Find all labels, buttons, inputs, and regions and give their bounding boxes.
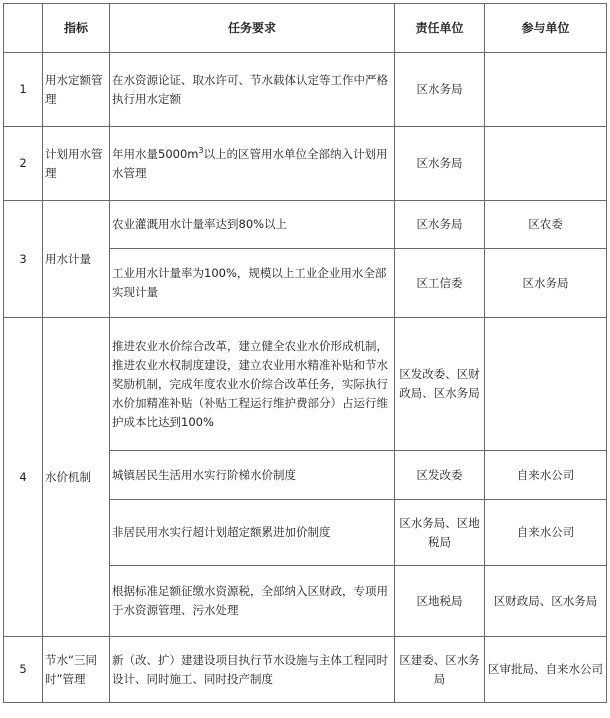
table-row: [4, 637, 607, 703]
responsible-cell: 区建委、区水务局: [395, 637, 485, 703]
requirement-cell: [110, 127, 395, 201]
row-number: 1: [4, 53, 43, 127]
header-indicator: 指标: [43, 4, 110, 53]
indicator-cell: 节水“三同时”管理: [43, 637, 110, 703]
responsible-cell: 区水务局: [395, 127, 485, 201]
requirement-cell: 在水资源论证、取水许可、节水载体认定等工作中严格执行用水定额: [110, 53, 395, 127]
table-row: [4, 201, 607, 249]
table-row: [4, 127, 607, 201]
requirement-cell: 城镇居民生活用水实行阶梯水价制度: [110, 451, 395, 500]
superscript-cube: 3: [198, 145, 204, 155]
responsible-cell: 区地税局: [395, 566, 485, 637]
participating-cell: [485, 127, 607, 201]
responsible-cell: 区水务局: [395, 53, 485, 127]
participating-cell: [485, 53, 607, 127]
participating-cell: 区水务局: [485, 249, 607, 318]
table-row: [4, 53, 607, 127]
header-num: [4, 4, 43, 53]
responsible-cell: 区工信委: [395, 249, 485, 318]
requirement-text-post: 以上的区管用水单位全部纳入计划用水管理: [112, 146, 388, 180]
participating-cell: 自来水公司: [485, 451, 607, 500]
responsible-cell: 区水务局: [395, 201, 485, 249]
row-number: 4: [4, 318, 43, 637]
requirement-cell: 非居民用水实行超计划超定额累进加价制度: [110, 500, 395, 566]
responsible-cell: 区水务局、区地税局: [395, 500, 485, 566]
task-table: [3, 3, 607, 703]
requirement-text-pre: 年用水量5000m: [112, 146, 199, 161]
participating-cell: [485, 318, 607, 451]
participating-cell: 区农委: [485, 201, 607, 249]
requirement-cell: 新（改、扩）建建设项目执行节水设施与主体工程同时设计、同时施工、同时投产制度: [110, 637, 395, 703]
row-number: 2: [4, 127, 43, 201]
participating-cell: 自来水公司: [485, 500, 607, 566]
indicator-cell: 计划用水管理: [43, 127, 110, 201]
row-number: 5: [4, 637, 43, 703]
responsible-cell: 区发改委、区财政局、区水务局: [395, 318, 485, 451]
header-responsible: 责任单位: [395, 4, 485, 53]
requirement-cell: 工业用水计量率为100%，规模以上工业企业用水全部实现计量: [110, 249, 395, 318]
indicator-cell: 用水计量: [43, 201, 110, 318]
requirement-cell: 农业灌溉用水计量率达到80%以上: [110, 201, 395, 249]
header-requirement: 任务要求: [110, 4, 395, 53]
participating-cell: 区财政局、区水务局: [485, 566, 607, 637]
header-row: [4, 4, 607, 53]
requirement-cell: 推进农业水价综合改革，建立健全农业水价形成机制，推进农业水权制度建设，建立农业用水精准补贴和节水奖励机制，完成年度农业水价综合改革任务，实际执行水价加精准补贴（补贴工程运行维护费部分）占运行维护成本比达到100%: [110, 318, 395, 451]
indicator-cell: 用水定额管理: [43, 53, 110, 127]
responsible-cell: 区发改委: [395, 451, 485, 500]
header-participating: 参与单位: [485, 4, 607, 53]
requirement-cell: 根据标准足额征缴水资源税，全部纳入区财政，专项用于水资源管理、污水处理: [110, 566, 395, 637]
indicator-cell: 水价机制: [43, 318, 110, 637]
participating-cell: 区审批局、自来水公司: [485, 637, 607, 703]
row-number: 3: [4, 201, 43, 318]
table-row: [4, 318, 607, 451]
